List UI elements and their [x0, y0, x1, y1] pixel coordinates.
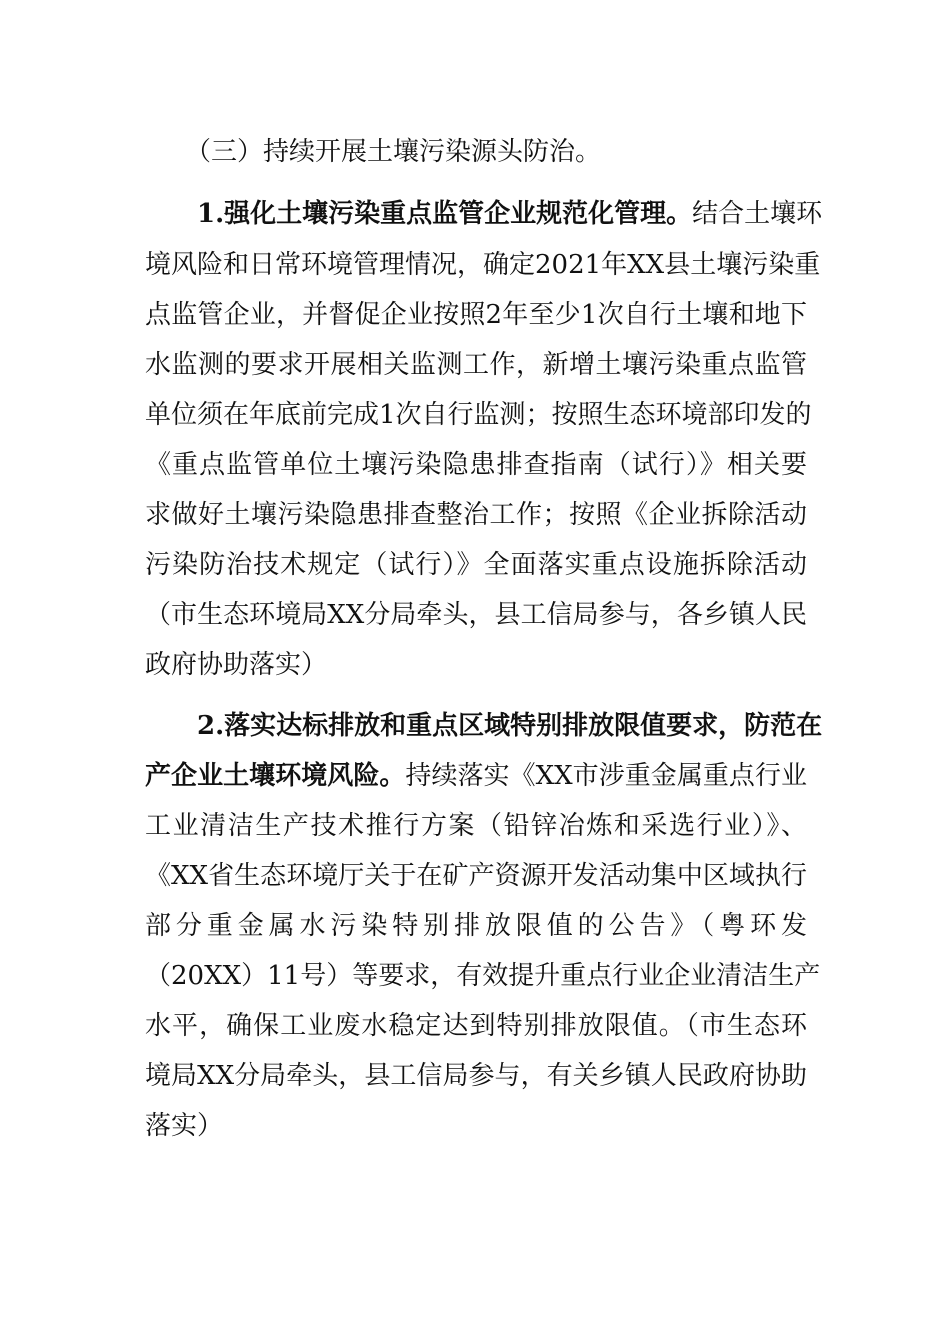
item1-line-3: 点监管企业，并督促企业按照2年至少1次自行土壤和地下 — [145, 300, 807, 330]
item2-line-8: 境局XX分局牵头，县工信局参与，有关乡镇人民政府协助 — [145, 1061, 807, 1091]
item1-line-1-text: 结合土壤环 — [692, 199, 823, 229]
item2-line-2-text: 持续落实《XX市涉重金属重点行业 — [405, 761, 807, 791]
item2-bold-title-line-2: 产企业土壤环境风险。 — [145, 761, 406, 791]
item1-line-10: 政府协助落实） — [145, 650, 328, 680]
item1-line-4: 水监测的要求开展相关监测工作，新增土壤污染重点监管 — [145, 350, 807, 380]
item1-line-1 — [197, 199, 823, 229]
item1-line-5: 单位须在年底前完成1次自行监测；按照生态环境部印发的 — [145, 400, 812, 430]
item1-line-2: 境风险和日常环境管理情况，确定2021年XX县土壤污染重 — [145, 250, 821, 280]
item2-line-5: 部分重金属水污染特别排放限值的公告》（粤环发 — [145, 911, 807, 941]
item2-line-7: 水平，确保工业废水稳定达到特别排放限值。（市生态环 — [145, 1011, 807, 1041]
item2-bold-title-line-1: 2.落实达标排放和重点区域特别排放限值要求，防范在 — [197, 711, 823, 741]
item1-line-7: 求做好土壤污染隐患排查整治工作；按照《企业拆除活动 — [145, 500, 807, 530]
item2-line-4: 《XX省生态环境厅关于在矿产资源开发活动集中区域执行 — [145, 861, 807, 891]
item2-line-6: （20XX）11号）等要求，有效提升重点行业企业清洁生产 — [145, 961, 821, 991]
item2-line-3: 工业清洁生产技术推行方案（铅锌冶炼和采选行业）》、 — [145, 811, 807, 841]
item1-line-9: （市生态环境局XX分局牵头，县工信局参与，各乡镇人民 — [145, 600, 807, 630]
item2-line-9: 落实） — [145, 1111, 224, 1141]
item2-line-2 — [145, 761, 807, 791]
section-heading: （三）持续开展土壤污染源头防治。 — [185, 137, 602, 167]
item1-line-8: 污染防治技术规定（试行）》全面落实重点设施拆除活动 — [145, 550, 807, 580]
item1-bold-title: 1.强化土壤污染重点监管企业规范化管理。 — [197, 199, 693, 229]
item1-line-6: 《重点监管单位土壤污染隐患排查指南（试行）》相关要 — [145, 450, 807, 480]
